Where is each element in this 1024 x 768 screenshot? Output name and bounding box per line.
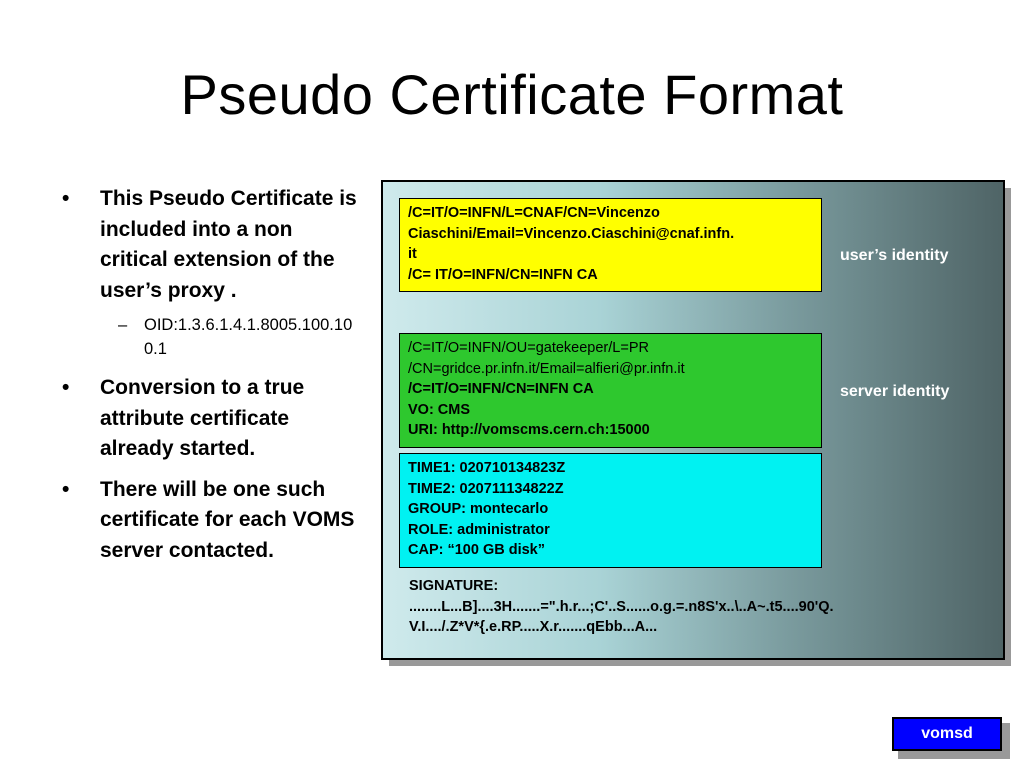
sub-bullet-marker: –: [118, 316, 128, 334]
user-ca-line: /C= IT/O=INFN/CN=INFN CA: [408, 266, 598, 283]
user-dn-line: Ciaschini/Email=Vincenzo.Ciaschini@cnaf.infn.: [408, 225, 735, 242]
vomsd-button[interactable]: vomsd: [892, 717, 1002, 751]
user-dn-line: /C=IT/O=INFN/L=CNAF/CN=Vincenzo: [408, 205, 660, 221]
server-ca-line: /C=IT/O=INFN/CN=INFN CA: [408, 381, 594, 397]
server-dn-line: /CN=gridce.pr.infn.it/Email=alfieri@pr.infn.it: [408, 360, 685, 377]
vo-line: VO: CMS: [408, 401, 471, 418]
server-identity-label: server identity: [840, 383, 950, 400]
bullet-text: There will be one such certificate for each VOMS server contacted.: [100, 477, 355, 562]
bullet-text: Conversion to a true attribute certificate already started.: [100, 376, 305, 460]
attributes-block: [399, 453, 822, 568]
sub-bullet-oid: [62, 314, 362, 361]
bullet-marker: •: [62, 376, 70, 399]
group-line: GROUP: montecarlo: [408, 501, 549, 517]
user-identity-block: [399, 198, 822, 292]
cap-line: CAP: “100 GB disk”: [408, 542, 545, 558]
user-dn-line: it: [408, 246, 417, 262]
bullet-text: This Pseudo Certificate is included into a non critical extension of the user’s proxy .: [100, 187, 357, 302]
signature-label: SIGNATURE:: [409, 578, 499, 594]
sub-bullet-text: OID:1.3.6.1.4.1.8005.100.100.1: [144, 316, 353, 358]
server-dn-line: /C=IT/O=INFN/OU=gatekeeper/L=PR: [408, 340, 649, 356]
slide-title: Pseudo Certificate Format: [180, 63, 844, 126]
uri-line: URI: http://vomscms.cern.ch:15000: [408, 422, 650, 438]
signature-data-line: V.I..../.Z*V*{.e.RP.....X.r.......qEbb...A...: [409, 619, 658, 635]
signature-data-line: ........L...B]....3H.......=".h.r...;C'..S......o.g.=.n8S'x..\..A~.t5....90'Q.: [409, 598, 834, 615]
signature-block: [409, 576, 999, 638]
bullet-marker: •: [62, 477, 70, 501]
bullet-list: [62, 184, 362, 576]
bullet-marker: •: [62, 187, 70, 210]
time1-line: TIME1: 020710134823Z: [408, 460, 566, 476]
server-identity-block: [399, 333, 822, 448]
bullet-item-extension: [62, 184, 362, 306]
user-identity-label: user’s identity: [840, 247, 949, 264]
bullet-item-one-per-server: [62, 475, 362, 567]
time2-line: TIME2: 020711134822Z: [408, 480, 564, 497]
role-line: ROLE: administrator: [408, 521, 550, 538]
bullet-item-conversion: [62, 373, 362, 465]
